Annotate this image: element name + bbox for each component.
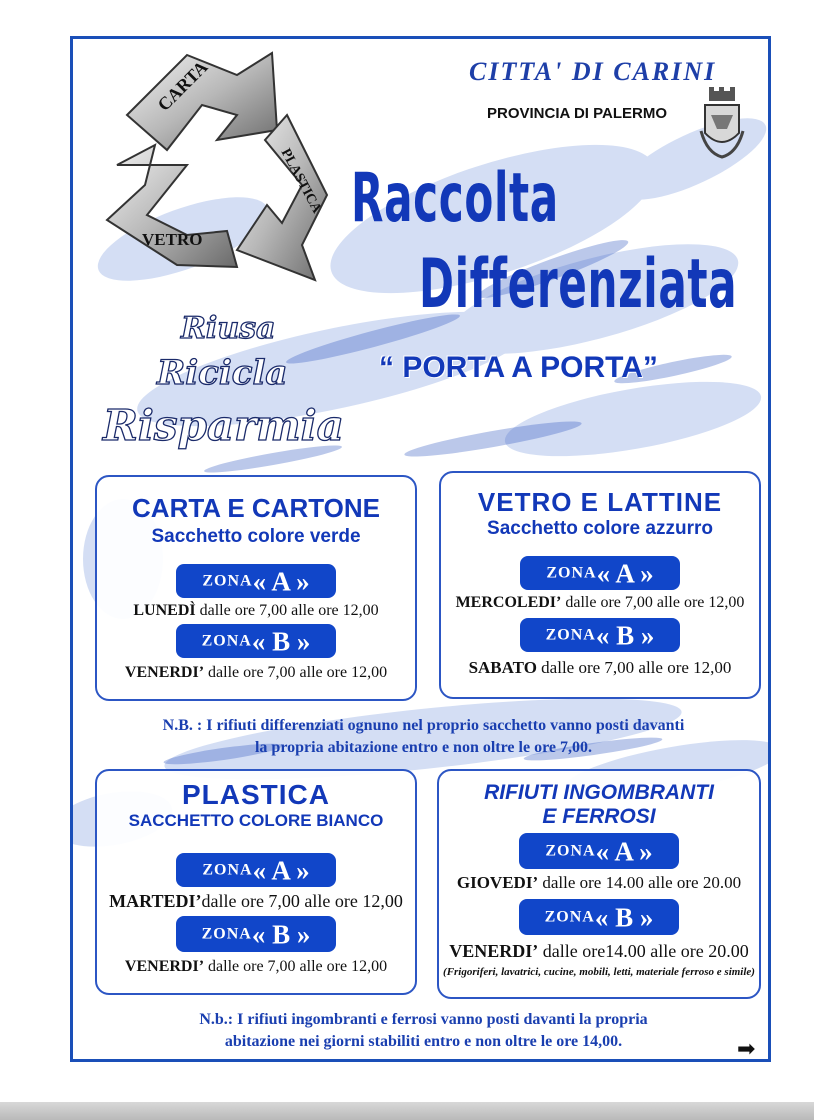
section-title: PLASTICA [182, 779, 330, 810]
section-vetro [439, 471, 761, 699]
zone-a-badge: ZONA« A » [520, 556, 680, 590]
schedule-zone-b: VENERDI’ dalle ore 7,00 alle ore 12,00 [124, 664, 388, 681]
section-ingombranti [437, 769, 761, 999]
zone-a-badge: ZONA« A » [176, 853, 336, 887]
note-line-2: abitazione nei giorni stabiliti entro e non oltre le ore 14,00. [224, 1033, 623, 1050]
title-raccolta: Raccolta [351, 159, 559, 238]
section-subtitle: Sacchetto colore azzurro [487, 518, 713, 539]
section-title: CARTA E CARTONE [132, 493, 380, 523]
right-arrow-icon: ➡ [737, 1037, 756, 1062]
note-line-2: la propria abitazione entro e non oltre le ore 7,00. [254, 739, 592, 756]
recycle-label-carta: CARTA [153, 56, 212, 115]
slogan-riusa: Riusa [181, 311, 276, 346]
note-line-1: N.B. : I rifiuti differenziati ognuno nel proprio sacchetto vanno posti davanti [162, 717, 685, 734]
section-title-line-2: E FERROSI [542, 805, 656, 828]
note-differenziati [73, 715, 771, 759]
note-line-1: N.b.: I rifiuti ingombranti e ferrosi vanno posti davanti la propria [199, 1011, 648, 1028]
schedule-zone-a: MERCOLEDI’ dalle ore 7,00 alle ore 12,00 [455, 594, 745, 611]
schedule-zone-b: VENERDI’ dalle ore 7,00 alle ore 12,00 [124, 958, 388, 975]
slogan-ricicla: Ricicla [157, 353, 288, 393]
schedule-zone-a: GIOVEDI’ dalle ore 14.00 alle ore 20.00 [456, 873, 742, 892]
schedule-zone-a: MARTEDI’dalle ore 7,00 alle ore 12,00 [109, 891, 403, 911]
section-carta [95, 475, 417, 701]
city-title: CITTA' DI CARINI [469, 57, 717, 86]
zone-a-badge: ZONA« A » [519, 833, 679, 869]
section-footnote: (Frigoriferi, lavatrici, cucine, mobili, letti, materiale ferroso e simile) [443, 966, 755, 978]
title-differenziata: Differenziata [419, 245, 738, 324]
schedule-zone-b: VENERDI’ dalle ore14.00 alle ore 20.00 [449, 941, 749, 961]
section-title: VETRO E LATTINE [477, 487, 723, 517]
zone-b-badge: ZONA« B » [519, 899, 679, 935]
schedule-zone-b: SABATO dalle ore 7,00 alle ore 12,00 [468, 658, 732, 677]
section-title-line-1: RIFIUTI INGOMBRANTI [484, 781, 714, 804]
zone-b-badge: ZONA« B » [176, 624, 336, 658]
slogan-risparmia: Risparmia [103, 401, 344, 450]
recycle-icon [87, 45, 387, 305]
poster [70, 36, 771, 1062]
porta-a-porta-subtitle: “ PORTA A PORTA” [379, 351, 658, 384]
zone-b-badge: ZONA« B » [520, 618, 680, 652]
zone-b-badge: ZONA« B » [176, 916, 336, 952]
zone-a-badge: ZONA« A » [176, 564, 336, 598]
section-subtitle: Sacchetto colore verde [151, 526, 361, 547]
recycle-label-vetro: VETRO [142, 230, 203, 249]
schedule-zone-a: LUNEDÌ dalle ore 7,00 alle ore 12,00 [133, 602, 379, 619]
province-label: PROVINCIA DI PALERMO [487, 105, 668, 122]
scan-bottom-strip [0, 1102, 814, 1120]
section-subtitle: SACCHETTO COLORE BIANCO [128, 811, 384, 830]
coat-of-arms-icon [697, 87, 747, 163]
section-plastica [95, 769, 417, 995]
recycle-label-plastica: PLASTICA [277, 146, 325, 216]
note-ingombranti [73, 1009, 771, 1053]
